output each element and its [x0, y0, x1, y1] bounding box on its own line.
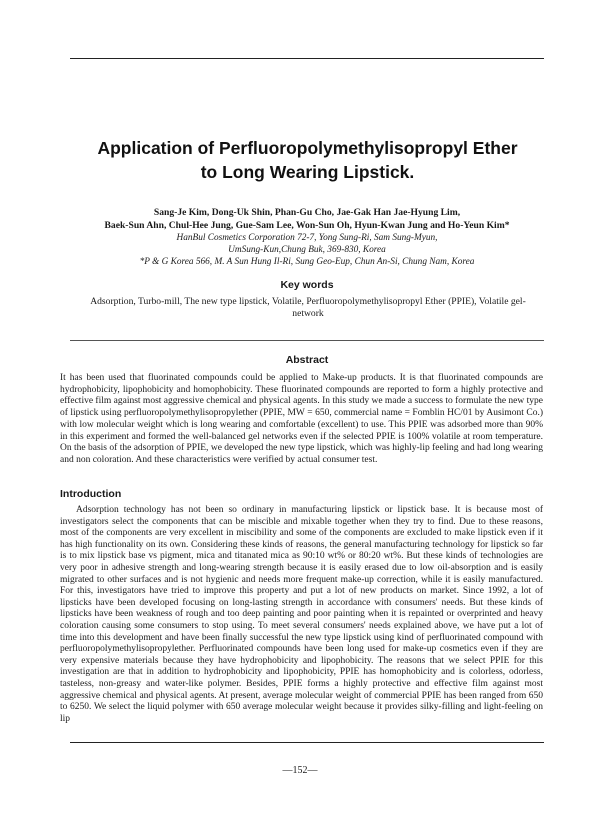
page-number: —152—: [282, 765, 318, 776]
author-list: [70, 207, 544, 232]
keywords-heading: Key words: [280, 279, 334, 291]
footer-rule: [70, 742, 544, 743]
affiliation-line-1: HanBul Cosmetics Corporation 72-7, Yong Sung-Ri, Sam Sung-Myun,: [176, 233, 438, 243]
title-line-2: to Long Wearing Lipstick.: [200, 162, 415, 182]
abstract-text: It has been used that fluorinated compounds could be applied to Make-up products. It is that fluorinated compounds are hydrophobicity, lipophobicity and homophobicity. These fluorinated compounds are reported to form a highly protective and effective film against most aggressive chemical and physical agents. In this study we made a success to formulate the new type of lipstick using perfluoropolymethylisopropylether (PPIE, MW = 650, commercial name = Fomblin HC/01 by Ausimont Co.) with low molecular weight which is long wearing and comfortable (excellent) to use. This PPIE was adsorbed more than 90% in this experiment and formed the well-balanced gel networks even if the selected PPIE is 100% volatile at room temperature. On the basis of the adsorption of PPIE, we developed the new type lipstick, which was highly-lip feeling and had long wearing and non coloration. And these characteristics were verified by actual consumer test.: [60, 373, 543, 465]
authors-line-2: Baek-Sun Ahn, Chul-Hee Jung, Gue-Sam Lee, Won-Sun Oh, Hyun-Kwan Jung and Ho-Yeun Kim*: [104, 219, 510, 231]
paper-title: [60, 136, 555, 184]
introduction-heading: Introduction: [60, 488, 122, 500]
header-rule: [70, 58, 544, 59]
keywords-text: Adsorption, Turbo-mill, The new type lipstick, Volatile, Perfluoropolymethylisopropyl Ether (PPIE), Volatile gel-network: [90, 296, 526, 320]
authors-line-1: Sang-Je Kim, Dong-Uk Shin, Phan-Gu Cho, Jae-Gak Han Jae-Hyung Lim,: [153, 207, 461, 218]
title-line-1: Application of Perfluoropolymethylisopropyl Ether: [97, 138, 518, 158]
abstract-rule: [70, 340, 544, 341]
abstract-heading: Abstract: [285, 354, 329, 366]
affiliation-line-2: UmSung-Kun,Chung Buk, 369-830, Korea: [228, 245, 386, 256]
introduction-text: Adsorption technology has not been so ordinary in manufacturing lipstick or lipstick base. It is because most of investigators select the components that can be miscible and mixable together when they try to find. Due to these reasons, most of the components are very excellent in miscibility and some of the components are excluded to make lipstick even if it has high functionality on its own. Considering these kinds of reasons, the general manufacturing technology for lipstick so far is to mix lipstick base vs pigment, mica and titanated mica as 90:10 wt% or 80:20 wt%. But these kinds of technologies are very poor in adhesive strength and long-wearing strength because it is easily erased due to low oil-absorption and is easily migrated to other surfaces and is not hygienic and needs more frequent make-up correction, while it is easily manufactured. For this, investigators have tried to improve this property and put a lot of new products on market. Since 1992, a lot of lipsticks have been developed focusing on long-lasting strength in accordance with consumers' needs. But these kinds of lipsticks have been weakness of rough and too deep painting and poor painting when it is repainted or overprinted and heavy coloration causing some consumers to stop using. To meet several consumers' needs explained above, we have put a lot of time into this development and have been finally successful the new type lipstick using kind of perfluorinated compound with perfluoropolymethylisopropylether. Perfluorinated compounds have been long used for make-up cosmetics even if they are very expensive materials because they have hydrophobicity and lipophobicity. The reasons that we select PPIE for this investigation are that in addition to hydrophobicity and lipophobicity, PPIE has homophobicity and is colorless, odorless, tasteless, non-greasy and water-like polymer. Besides, PPIE forms a highly protective and effective film against most aggressive chemical and physical agents. At present, average molecular weight of commercial PPIE has been ranged from 650 to 6250. We select the liquid polymer with 650 average molecular weight because it provides silky-filling and light-feeling on lip: [60, 505, 543, 724]
affiliation-line-3: *P & G Korea 566, M. A Sun Hung Il-Ri, Sung Geo-Eup, Chun An-Si, Chung Nam, Korea: [139, 257, 475, 268]
affiliations: [70, 232, 544, 269]
